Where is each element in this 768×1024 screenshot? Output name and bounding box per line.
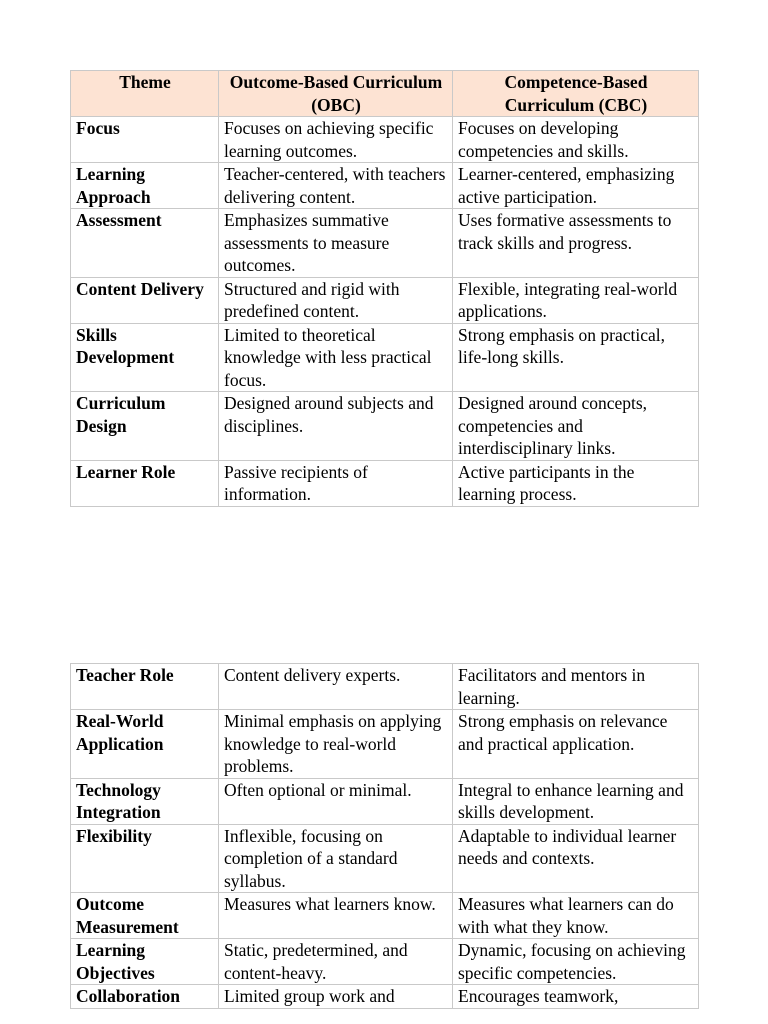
row-obc: Emphasizes summative assessments to measure outcomes. — [219, 209, 453, 278]
comparison-table-part-1 — [70, 70, 699, 507]
table-header — [71, 71, 699, 117]
row-cbc: Facilitators and mentors in learning. — [453, 664, 699, 710]
table-row — [71, 710, 699, 779]
row-obc: Structured and rigid with predefined content. — [219, 277, 453, 323]
row-theme: Flexibility — [71, 824, 219, 893]
row-theme: Real-World Application — [71, 710, 219, 779]
row-theme: Teacher Role — [71, 664, 219, 710]
row-cbc: Active participants in the learning process. — [453, 460, 699, 506]
table-row — [71, 323, 699, 392]
row-obc: Passive recipients of information. — [219, 460, 453, 506]
row-cbc: Measures what learners can do with what they know. — [453, 893, 699, 939]
header-cbc: Competence-Based Curriculum (CBC) — [453, 71, 699, 117]
row-cbc: Focuses on developing competencies and skills. — [453, 117, 699, 163]
row-cbc: Strong emphasis on practical, life-long skills. — [453, 323, 699, 392]
table-row — [71, 778, 699, 824]
row-obc: Designed around subjects and disciplines. — [219, 392, 453, 461]
table-row — [71, 460, 699, 506]
row-theme: Learning Objectives — [71, 939, 219, 985]
row-obc: Minimal emphasis on applying knowledge to real-world problems. — [219, 710, 453, 779]
row-obc: Content delivery experts. — [219, 664, 453, 710]
row-theme: Learner Role — [71, 460, 219, 506]
row-theme: Learning Approach — [71, 163, 219, 209]
row-cbc: Learner-centered, emphasizing active participation. — [453, 163, 699, 209]
row-cbc: Integral to enhance learning and skills development. — [453, 778, 699, 824]
row-theme: Focus — [71, 117, 219, 163]
row-obc: Limited group work and — [219, 985, 453, 1009]
table-row — [71, 163, 699, 209]
row-cbc: Encourages teamwork, — [453, 985, 699, 1009]
row-theme: Skills Development — [71, 323, 219, 392]
table-row — [71, 939, 699, 985]
row-cbc: Designed around concepts, competencies and interdisciplinary links. — [453, 392, 699, 461]
row-cbc: Uses formative assessments to track skills and progress. — [453, 209, 699, 278]
row-theme: Outcome Measurement — [71, 893, 219, 939]
table-row — [71, 824, 699, 893]
row-theme: Collaboration — [71, 985, 219, 1009]
row-theme: Assessment — [71, 209, 219, 278]
row-cbc: Strong emphasis on relevance and practical application. — [453, 710, 699, 779]
row-obc: Inflexible, focusing on completion of a standard syllabus. — [219, 824, 453, 893]
table-row — [71, 209, 699, 278]
header-theme: Theme — [71, 71, 219, 117]
header-row — [71, 71, 699, 117]
row-obc: Focuses on achieving specific learning outcomes. — [219, 117, 453, 163]
comparison-table-part-2 — [70, 663, 699, 1009]
table-row — [71, 893, 699, 939]
row-obc: Often optional or minimal. — [219, 778, 453, 824]
row-cbc: Dynamic, focusing on achieving specific competencies. — [453, 939, 699, 985]
table-row — [71, 277, 699, 323]
row-cbc: Flexible, integrating real-world applications. — [453, 277, 699, 323]
row-obc: Teacher-centered, with teachers delivering content. — [219, 163, 453, 209]
table-row — [71, 392, 699, 461]
row-theme: Technology Integration — [71, 778, 219, 824]
row-obc: Measures what learners know. — [219, 893, 453, 939]
row-theme: Curriculum Design — [71, 392, 219, 461]
row-theme: Content Delivery — [71, 277, 219, 323]
row-obc: Static, predetermined, and content-heavy. — [219, 939, 453, 985]
table-row — [71, 985, 699, 1009]
header-obc: Outcome-Based Curriculum (OBC) — [219, 71, 453, 117]
row-cbc: Adaptable to individual learner needs and contexts. — [453, 824, 699, 893]
table-row — [71, 117, 699, 163]
table-row — [71, 664, 699, 710]
row-obc: Limited to theoretical knowledge with less practical focus. — [219, 323, 453, 392]
